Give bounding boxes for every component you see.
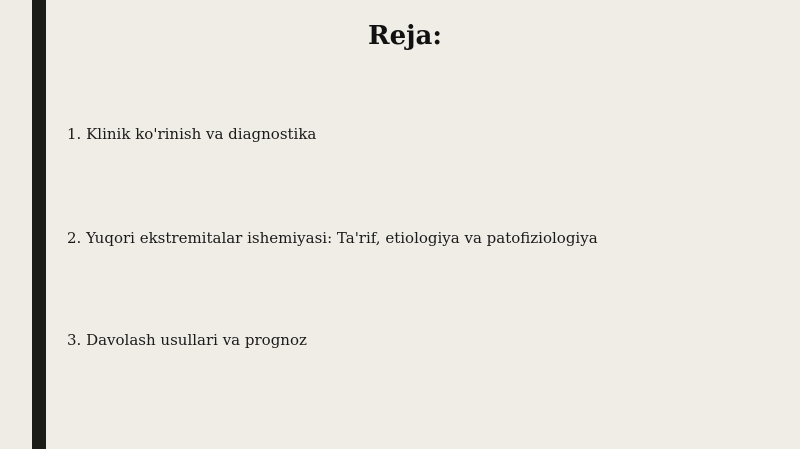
slide-title: Reja: xyxy=(367,21,442,51)
slide-left-margin xyxy=(0,0,32,449)
plan-item-3: 3. Davolash usullari va prognoz xyxy=(67,331,307,349)
plan-item-1: 1. Klinik ko'rinish va diagnostika xyxy=(67,125,317,143)
plan-item-2: 2. Yuqori ekstremitalar ishemiyasi: Ta'rif, etiologiya va patofiziologiya xyxy=(67,229,598,247)
accent-bar xyxy=(32,0,46,449)
